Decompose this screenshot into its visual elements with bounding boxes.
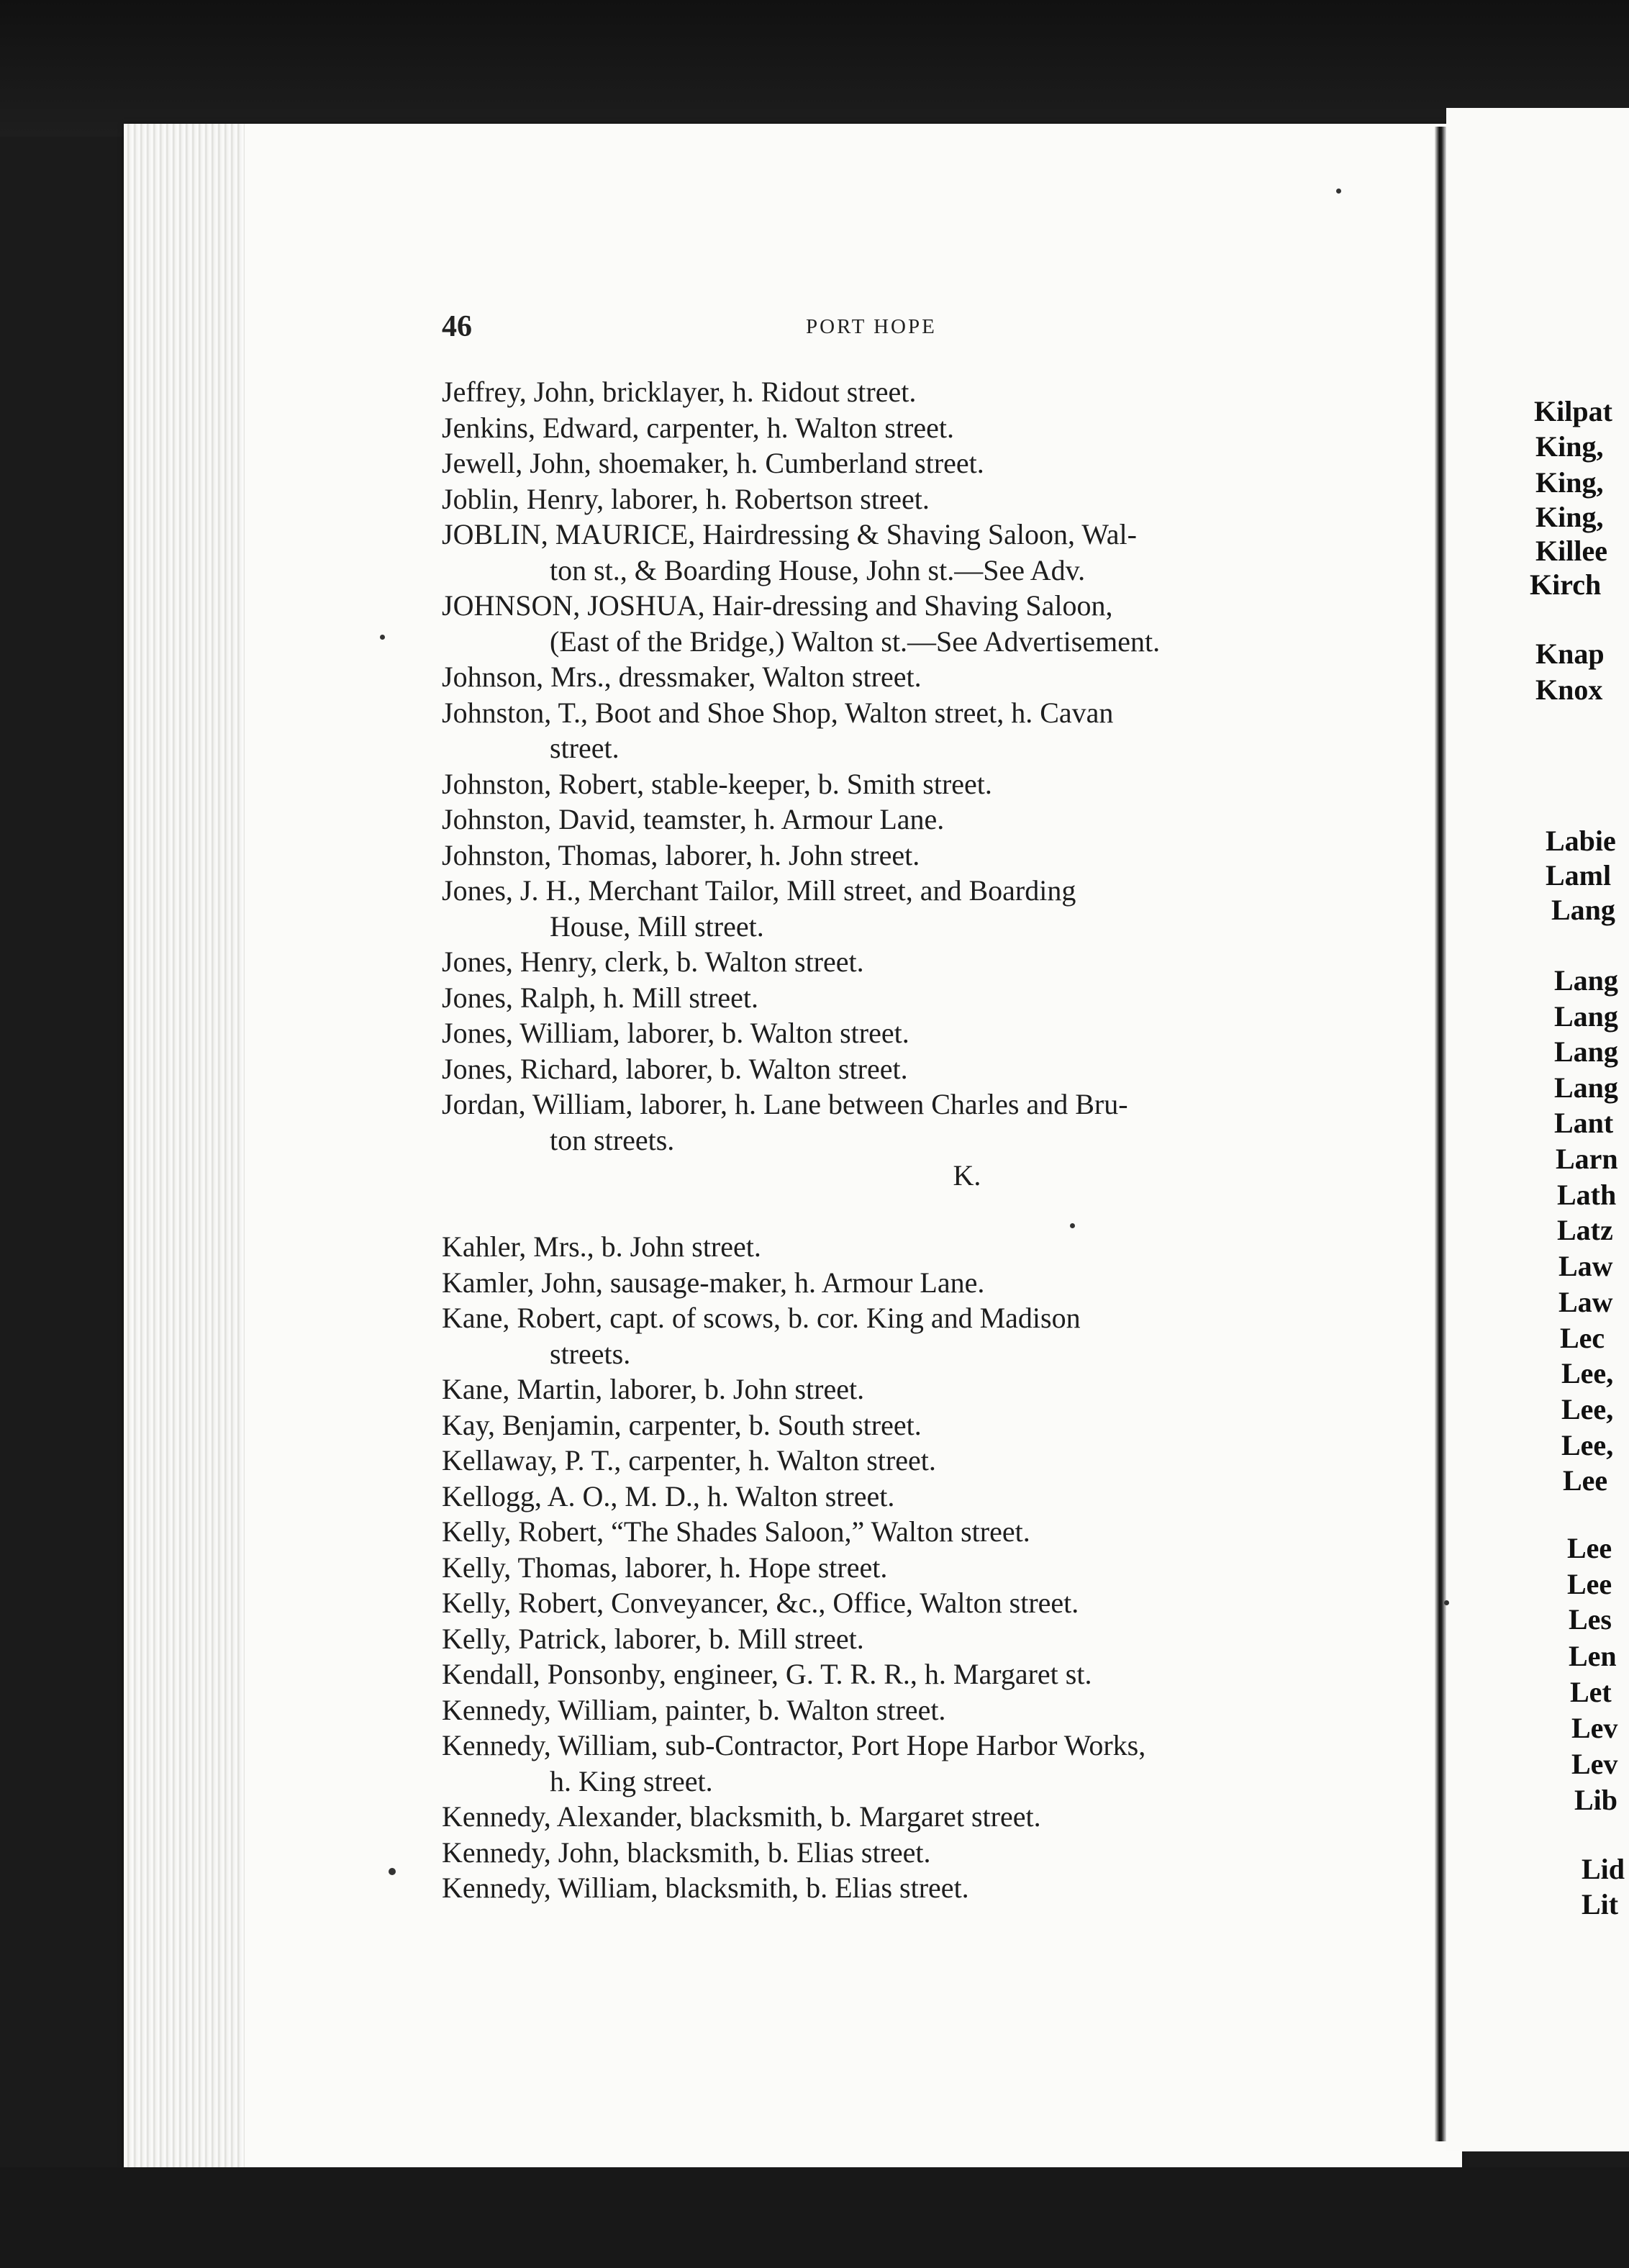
right-page-fragment: Lev — [1571, 1712, 1618, 1744]
right-page-fragment: Lang — [1554, 1000, 1618, 1033]
right-page-fragment: Knox — [1535, 673, 1603, 706]
right-page-fragment: Lath — [1557, 1179, 1617, 1211]
directory-entry — [442, 1550, 1348, 1586]
entry-text: Kamler, John, sausage-maker, h. Armour Lane. — [442, 1266, 985, 1299]
directory-entry — [442, 410, 1348, 446]
right-page-fragment: Lee, — [1561, 1429, 1614, 1461]
entry-continuation: streets. — [550, 1337, 631, 1370]
right-page-fragment: Lec — [1560, 1322, 1605, 1354]
entry-text: Kennedy, John, blacksmith, b. Elias street. — [442, 1836, 931, 1869]
directory-entry — [442, 1514, 1348, 1550]
right-page-fragment: Lev — [1571, 1748, 1618, 1780]
entry-continuation: (East of the Bridge,) Walton st.—See Advertisement. — [550, 625, 1161, 658]
directory-entry — [442, 481, 1348, 517]
directory-entry — [442, 802, 1348, 838]
directory-entry — [442, 980, 1348, 1016]
right-page-fragment: Lant — [1554, 1107, 1614, 1139]
entry-text: Joblin, Henry, laborer, h. Robertson street. — [442, 482, 930, 515]
entries-j-section — [442, 374, 1348, 1158]
entry-text: Kelly, Patrick, laborer, b. Mill street. — [442, 1622, 864, 1655]
directory-entry — [442, 695, 1348, 766]
entry-text: Jenkins, Edward, carpenter, h. Walton street. — [442, 411, 954, 444]
speck — [1444, 1600, 1449, 1605]
book-gutter — [1435, 127, 1446, 2141]
directory-entry — [442, 1443, 1348, 1479]
right-page-fragment: Knap — [1535, 638, 1605, 670]
entry-continuation: h. King street. — [550, 1764, 713, 1797]
right-page-fragment: Kilpat — [1534, 395, 1612, 427]
entry-text: Johnston, David, teamster, h. Armour Lane. — [442, 803, 945, 835]
directory-entry — [442, 1300, 1348, 1371]
entry-text: Jones, Henry, clerk, b. Walton street. — [442, 945, 864, 978]
entry-text: Kellaway, P. T., carpenter, h. Walton street. — [442, 1444, 936, 1477]
entry-text: Jewell, John, shoemaker, h. Cumberland street. — [442, 447, 984, 479]
directory-entry — [442, 838, 1348, 874]
entry-text: Kelly, Robert, Conveyancer, &c., Office, Walton street. — [442, 1587, 1079, 1619]
right-page-fragment: Labie — [1546, 825, 1616, 857]
directory-entry — [442, 588, 1348, 659]
entry-text: Kennedy, Alexander, blacksmith, b. Margaret street. — [442, 1800, 1041, 1833]
right-page-fragment: King, — [1535, 430, 1604, 463]
entry-text: Kay, Benjamin, carpenter, b. South street. — [442, 1408, 922, 1441]
right-page-fragment: Les — [1569, 1603, 1612, 1636]
running-head: PORT HOPE — [806, 315, 937, 338]
page-header — [442, 309, 1348, 345]
right-page-fragment: Latz — [1557, 1214, 1613, 1246]
directory-entry — [442, 766, 1348, 802]
directory-entry — [442, 1479, 1348, 1515]
directory-entry — [442, 1799, 1348, 1835]
entry-text: Kahler, Mrs., b. John street. — [442, 1230, 761, 1263]
directory-entry — [442, 873, 1348, 944]
page-edges — [124, 124, 245, 2167]
right-page-fragment: Lang — [1554, 1071, 1618, 1104]
directory-entries — [442, 374, 1348, 1906]
entry-text: Jones, William, laborer, b. Walton street. — [442, 1017, 909, 1049]
directory-entry — [442, 1265, 1348, 1301]
entry-text: Jordan, William, laborer, h. Lane between Charles and Bru- — [442, 1088, 1128, 1120]
speck — [1070, 1223, 1075, 1228]
right-page-fragment: Law — [1558, 1250, 1613, 1282]
right-page-fragment: Lang — [1551, 894, 1615, 926]
entry-continuation: ton streets. — [550, 1123, 675, 1156]
entry-text: Jones, Richard, laborer, b. Walton street. — [442, 1052, 908, 1085]
right-page-fragment: Let — [1570, 1676, 1612, 1708]
entry-text: JOHNSON, JOSHUA, Hair-dressing and Shaving Saloon, — [442, 589, 1113, 622]
entry-text: Jones, Ralph, h. Mill street. — [442, 981, 758, 1014]
right-page-fragment: Laml — [1546, 859, 1612, 892]
entry-text: JOBLIN, MAURICE, Hairdressing & Shaving Saloon, Wal- — [442, 518, 1137, 550]
right-page-fragment: Lee — [1563, 1464, 1608, 1497]
speck — [389, 1868, 396, 1875]
scanner-background-bottom — [0, 2167, 1629, 2268]
directory-entry — [442, 1371, 1348, 1407]
right-page-fragment: Lee, — [1561, 1393, 1614, 1425]
directory-entry — [442, 1728, 1348, 1799]
entry-text: Johnston, Robert, stable-keeper, b. Smith street. — [442, 767, 992, 800]
right-page-fragment: Lid — [1582, 1853, 1625, 1885]
right-page-fragment: Kirch — [1530, 568, 1602, 601]
directory-entry — [442, 1692, 1348, 1728]
section-letter: K. — [953, 1159, 981, 1192]
directory-entry — [442, 1585, 1348, 1621]
entry-continuation: House, Mill street. — [550, 910, 764, 943]
directory-entry — [442, 1015, 1348, 1051]
entry-text: Johnston, T., Boot and Shoe Shop, Walton street, h. Cavan — [442, 696, 1114, 729]
entry-text: Johnston, Thomas, laborer, h. John street. — [442, 838, 920, 871]
right-page-fragment: Len — [1569, 1640, 1617, 1672]
right-page-fragment: King, — [1535, 466, 1604, 499]
right-page-fragment: Lee — [1567, 1568, 1612, 1600]
entry-text: Kendall, Ponsonby, engineer, G. T. R. R., h. Margaret st. — [442, 1658, 1092, 1690]
directory-entry — [442, 1407, 1348, 1443]
directory-entry — [442, 659, 1348, 695]
entry-text: Kennedy, William, blacksmith, b. Elias street. — [442, 1872, 969, 1904]
entries-k-section — [442, 1229, 1348, 1906]
speck — [1336, 189, 1341, 194]
directory-entry — [442, 1087, 1348, 1158]
directory-entry — [442, 944, 1348, 980]
right-page-fragment: Law — [1558, 1286, 1613, 1318]
entry-text: Kelly, Thomas, laborer, h. Hope street. — [442, 1551, 888, 1584]
entry-text: Kennedy, William, sub-Contractor, Port Hope Harbor Works, — [442, 1729, 1146, 1761]
right-page-fragment: Lang — [1554, 964, 1618, 997]
directory-entry — [442, 374, 1348, 410]
entry-text: Johnson, Mrs., dressmaker, Walton street. — [442, 661, 922, 693]
entry-continuation: street. — [550, 732, 620, 764]
speck — [380, 635, 385, 640]
entry-continuation: ton st., & Boarding House, John st.—See Adv. — [550, 553, 1086, 586]
right-page-fragment: Lib — [1574, 1784, 1618, 1816]
directory-entry — [442, 1656, 1348, 1692]
right-page-fragment: Lit — [1582, 1888, 1619, 1920]
directory-entry — [442, 1870, 1348, 1906]
scanner-background — [0, 0, 1629, 137]
entry-text: Kane, Martin, laborer, b. John street. — [442, 1373, 865, 1405]
directory-entry — [442, 1229, 1348, 1265]
directory-entry — [442, 517, 1348, 588]
right-page-fragment: Lang — [1554, 1035, 1618, 1068]
right-page-fragment: Lee, — [1561, 1357, 1614, 1389]
directory-entry — [442, 1051, 1348, 1087]
directory-entry — [442, 445, 1348, 481]
right-page-fragment: Lee — [1567, 1532, 1612, 1564]
entry-text: Kelly, Robert, “The Shades Saloon,” Walton street. — [442, 1515, 1030, 1548]
page-number: 46 — [442, 310, 472, 343]
entry-text: Jones, J. H., Merchant Tailor, Mill street, and Boarding — [442, 874, 1076, 907]
right-page-fragment: Larn — [1556, 1143, 1618, 1175]
directory-entry — [442, 1621, 1348, 1657]
entry-text: Kane, Robert, capt. of scows, b. cor. King and Madison — [442, 1302, 1081, 1334]
directory-entry — [442, 1835, 1348, 1871]
right-page-fragment: Killee — [1535, 535, 1607, 567]
right-page-fragment: King, — [1535, 501, 1604, 533]
entry-text: Jeffrey, John, bricklayer, h. Ridout street. — [442, 376, 917, 408]
entry-text: Kellogg, A. O., M. D., h. Walton street. — [442, 1479, 895, 1512]
entry-text: Kennedy, William, painter, b. Walton street. — [442, 1693, 946, 1726]
